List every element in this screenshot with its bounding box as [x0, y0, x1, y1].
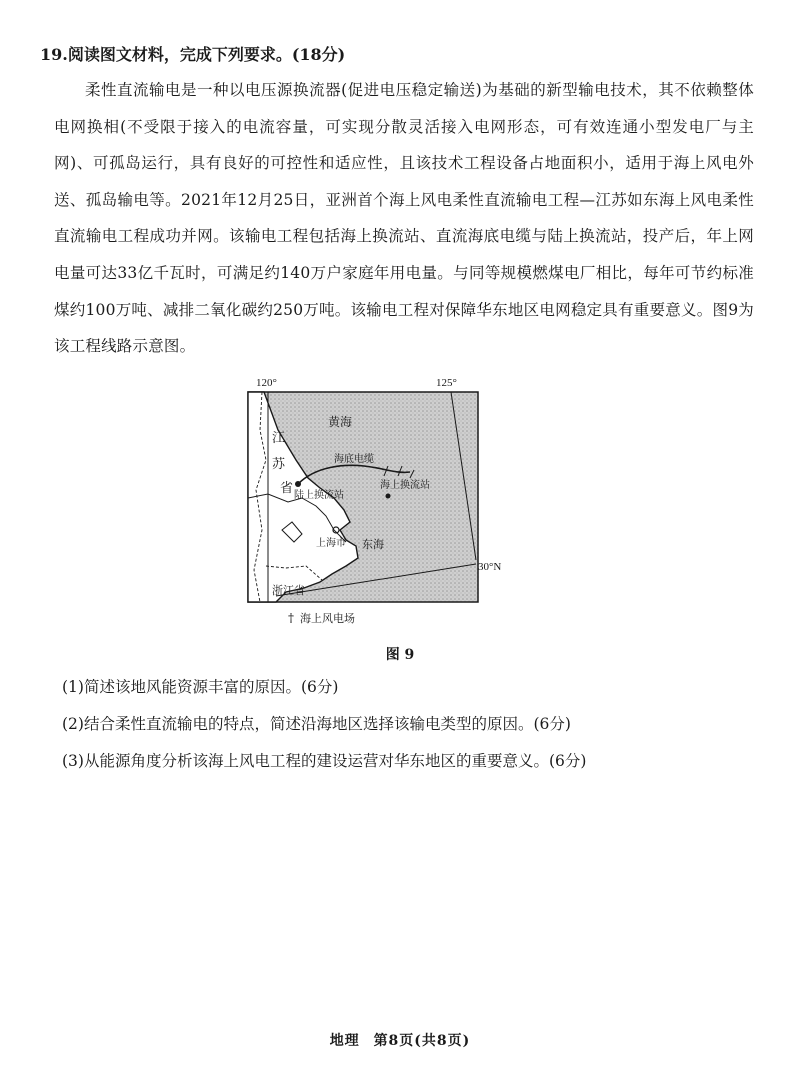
legend-text: 海上风电场 — [300, 612, 355, 625]
land-station-dot — [295, 481, 301, 487]
sea-station-dot — [386, 494, 391, 499]
footer-subject: 地理 — [329, 1033, 360, 1049]
zhejiang-label: 浙江省 — [272, 584, 305, 597]
route-map-svg — [246, 370, 506, 630]
east-sea-label: 东海 — [362, 538, 384, 551]
material-paragraph: 柔性直流输电是一种以电压源换流器(促进电压稳定输送)为基础的新型输电技术，其不依赖整体电网换相(不受限于接入的电流容量，可实现分散灵活接入电网形态，可有效连通小型发电厂与主网)、可孤岛运行，具有良好的可控性和适应性，且该技术工程设备占地面积小，适用于海上风电外送、孤岛输电等。2021年12月25日，亚洲首个海上风电柔性直流输电工程—江苏如东海上风电柔性直流输电工程成功并网。该输电工程包括海上换流站、直流海底电缆与陆上换流站，投产后，年上网电量可达33亿千瓦时，可满足约140万户家庭年用电量。与同等规模燃煤电厂相比，每年可节约标准煤约100万吨、减排二氧化碳约250万吨。该输电工程对保障华东地区电网稳定具有重要意义。图9为该工程线路示意图。 — [54, 81, 754, 356]
cable-label: 海底电缆 — [334, 454, 374, 465]
legend-symbol: † — [288, 611, 294, 625]
land-station-label: 陆上换流站 — [294, 490, 344, 501]
footer-page: 第8页(共8页) — [373, 1033, 471, 1049]
sub-question-2: (2)结合柔性直流输电的特点，简述沿海地区选择该输电类型的原因。(6分) — [62, 715, 571, 733]
page-footer — [0, 1030, 800, 1050]
figure-caption: 图 9 — [385, 647, 415, 663]
route-map — [246, 370, 506, 630]
sea-label: 黄海 — [328, 415, 353, 429]
city-label: 上海市 — [316, 538, 346, 549]
jiangsu-char-1: 江 — [272, 431, 286, 446]
lon-120-label: 120° — [256, 377, 277, 389]
question-title: 19.阅读图文材料，完成下列要求。(18分) — [40, 45, 346, 64]
lat-30-label: 30°N — [478, 561, 502, 573]
sea-station-label: 海上换流站 — [380, 480, 430, 491]
sub-question-1: (1)简述该地风能资源丰富的原因。(6分) — [62, 678, 339, 696]
lon-125-label: 125° — [436, 377, 457, 389]
sub-question-3: (3)从能源角度分析该海上风电工程的建设运营对华东地区的重要意义。(6分) — [62, 752, 587, 770]
jiangsu-char-2: 苏 — [272, 457, 286, 472]
jiangsu-char-3: 省 — [280, 481, 294, 496]
